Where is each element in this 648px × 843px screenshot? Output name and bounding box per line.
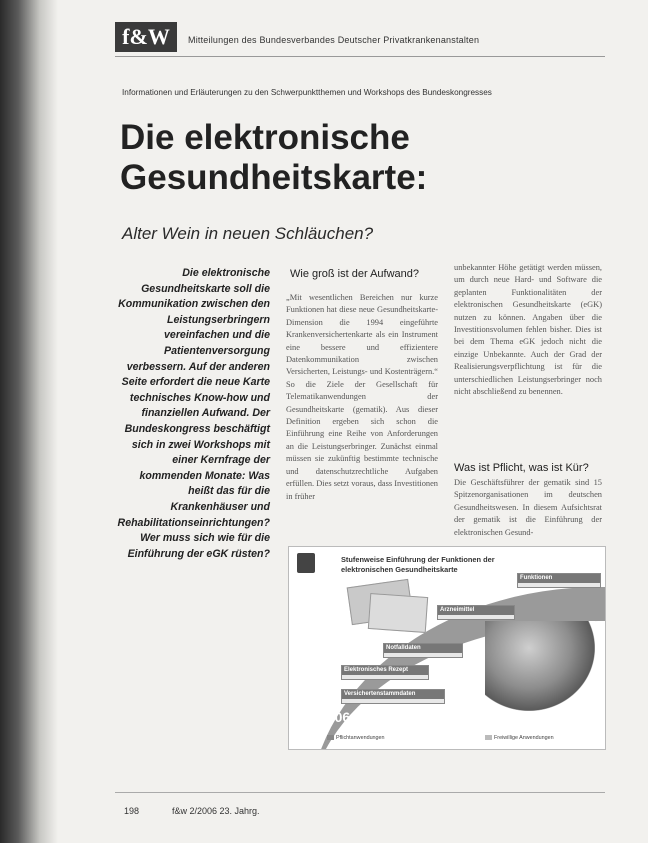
page-number: 198 <box>124 806 140 816</box>
legend-swatch <box>485 735 492 740</box>
figure-year: 2006 <box>319 709 351 725</box>
page-binding-shadow <box>0 0 58 843</box>
publication-logo: f&W <box>115 22 177 52</box>
figure-stage <box>341 689 445 704</box>
heading-pflicht: Was ist Pflicht, was ist Kür? <box>454 462 589 474</box>
stage-label: Notfalldaten <box>384 644 462 653</box>
legend-label: Pflichtanwendungen <box>336 735 385 741</box>
figure-stage <box>341 665 429 680</box>
section-kicker: Informationen und Erläuterungen zu den Schwerpunktthemen und Workshops des Bundeskongresses <box>122 88 492 97</box>
figure-stage <box>383 643 463 658</box>
stage-label: Funktionen <box>518 574 600 583</box>
federal-eagle-icon <box>297 553 315 573</box>
legend-swatch <box>327 735 334 740</box>
figure-egk-rollout <box>288 546 606 750</box>
stage-label: Versichertenstammdaten <box>342 690 444 699</box>
body-text-column-3b: Die Geschäftsführer der gematik sind 15 Spitzenorganisationen im deutschen Gesundheitswesen. In diesem Aufsichtsrat der gematik ist die Einführung der elektronischen Gesund- <box>454 478 602 537</box>
article-title: Die elektronische Gesundheitskarte: <box>120 118 428 197</box>
article-lead: Die elektronische Gesundheitskarte soll die Kommunikation zwischen den Leistungserbringern vereinfachen und die Patientenversorgung verbessern. Auf der anderen Seite erfordert die neue Karte technisches Know-how und finanziellen Aufwand. Der Bundeskongress beschäftigt sich in zwei Workshops mit einer Kernfrage der kommenden Monate: Was heißt das für die Krankenhäuser und Rehabilitationseinrichtungen? Wer muss sich wie für die Einführung der eGK rüsten? <box>117 267 270 560</box>
health-card-image <box>368 593 428 633</box>
stage-label: Elektronisches Rezept <box>342 666 428 675</box>
masthead-text: Mitteilungen des Bundesverbandes Deutscher Privatkrankenanstalten <box>188 35 480 45</box>
body-text-column-3: unbekannter Höhe getätigt werden müssen, um durch neue Hard- und Software die geplanten Funktionalitäten der elektronischen Gesundheitskarte (eGK) nutzen zu können. Angaben über die Investitionsvolumen fehlen bisher. Dies ist bei dem Thema eGK jedoch nicht die einzige Unbekannte. Auch der Grad der Realisierungsverpflichtung ist für die unterschiedlichen Leistungserbringer noch nicht abschließend zu benennen. <box>454 263 602 397</box>
stage-label: Arzneimittel <box>438 606 514 615</box>
legend-voluntary <box>485 735 554 741</box>
legend-label: Freiwillige Anwendungen <box>494 735 554 741</box>
issue-reference: f&w 2/2006 23. Jahrg. <box>172 806 260 816</box>
legend-mandatory <box>327 735 385 741</box>
header-divider <box>115 56 605 57</box>
figure-title: Stufenweise Einführung der Funktionen der elektronischen Gesundheitskarte <box>341 555 495 574</box>
figure-stage <box>517 573 601 588</box>
article-subtitle: Alter Wein in neuen Schläuchen? <box>122 224 374 243</box>
heading-aufwand: Wie groß ist der Aufwand? <box>290 268 420 280</box>
doctor-patient-photo <box>485 621 595 711</box>
figure-stage <box>437 605 515 620</box>
body-text-column-2: „Mit wesentlichen Bereichen nur kurze Funktionen hat diese neue Gesundheitskarte-Dimension die 1994 eingeführte Krankenversichertenkarte als ein Instrument eine bessere und effizientere Datenkommunikation zwischen Versicherten, Leistungs- und Kostenträgern.“ So die Ziele der Gesellschaft für Telematikanwendungen der Gesundheitskarte (gematik). Aus dieser Definition ergeben sich schon die Einführung eine Reihe von Anforderungen an die Leistungserbringer. Zunächst einmal müssen sie zukünftig bestimmte technische und datenschutzrechtliche Aufgaben erfüllen. Dies setzt voraus, dass Investitionen in früher <box>286 293 438 501</box>
footer-divider <box>115 792 605 793</box>
